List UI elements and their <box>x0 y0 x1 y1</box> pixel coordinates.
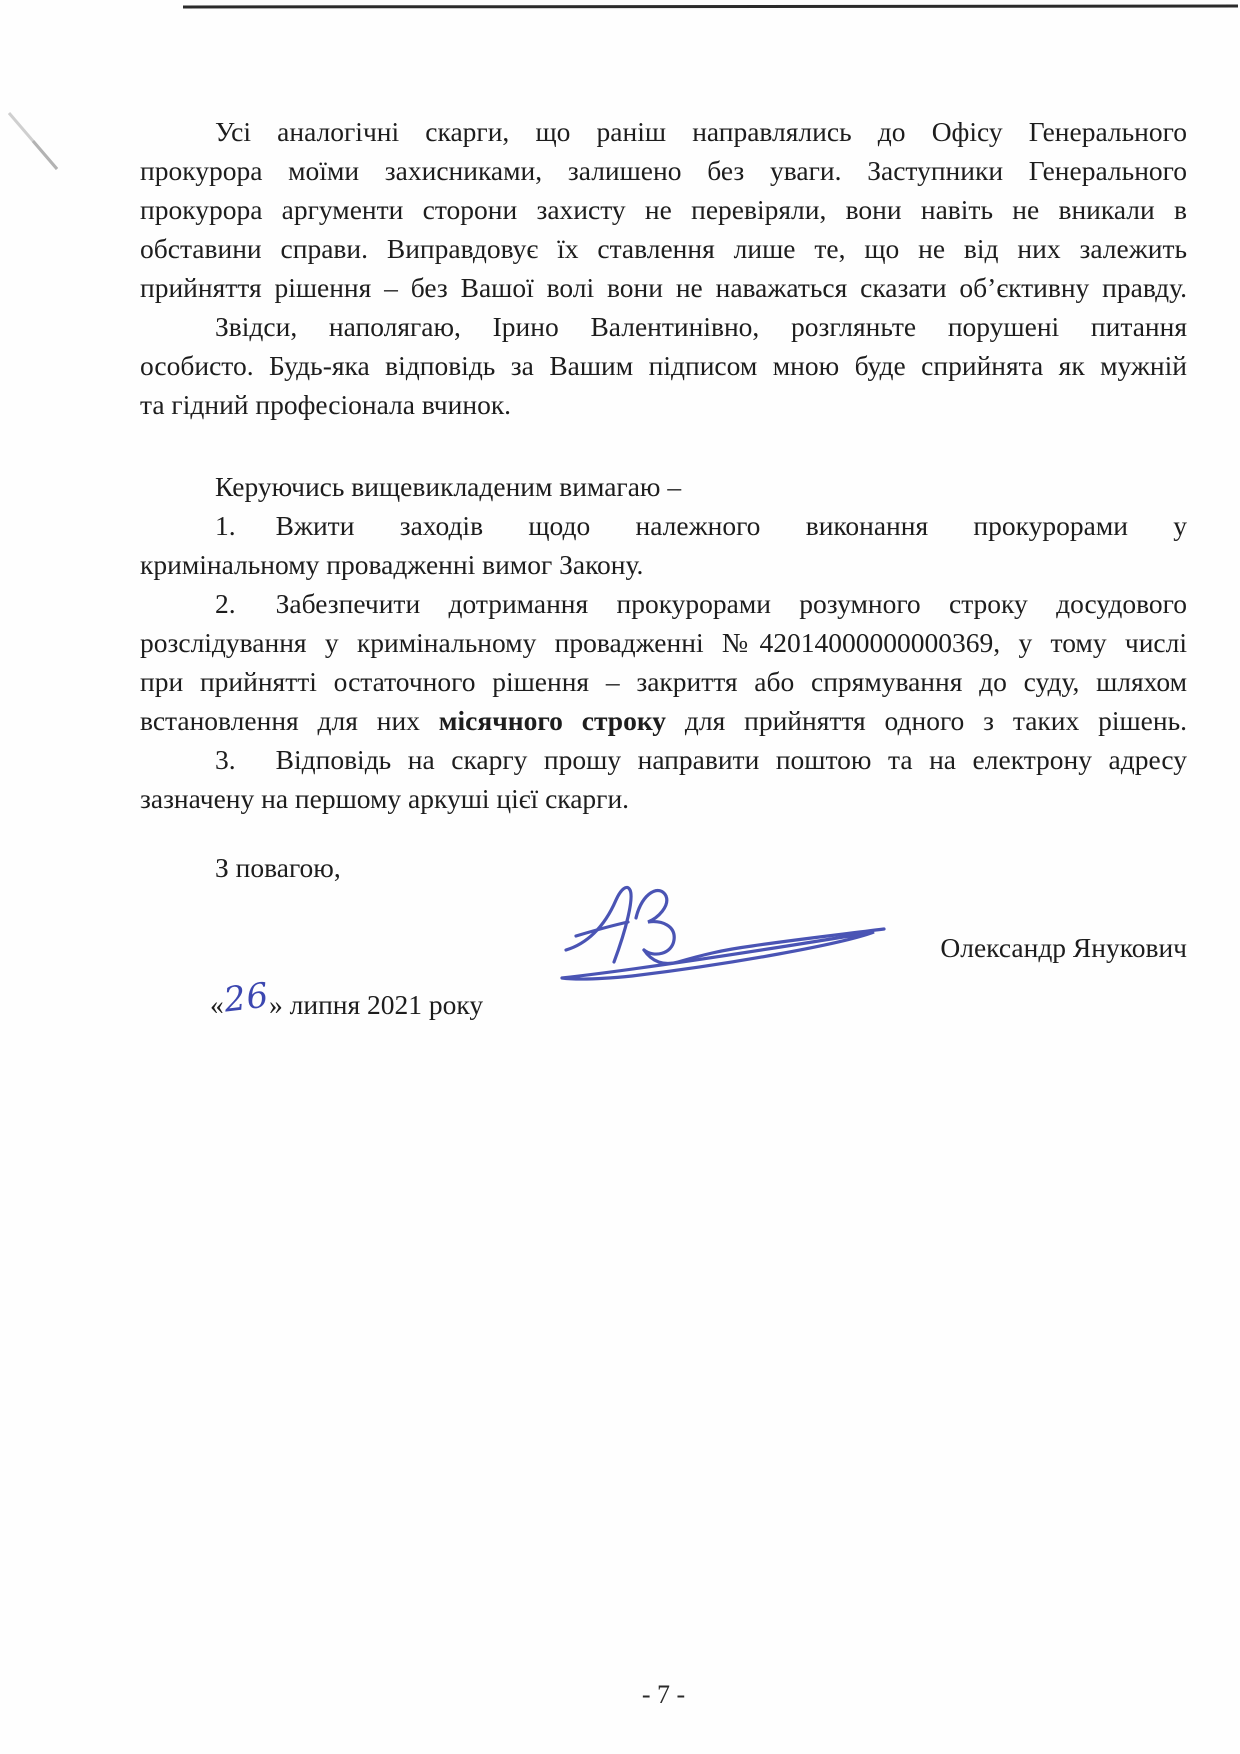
text-line: прийняття рішення – без Вашої волі вони не наважаться сказати об’єктивну правду. <box>140 272 1187 303</box>
text-line: розслідування у кримінальному провадженні №42014000000000369, у тому числі <box>140 627 1187 658</box>
text-line: 3. Відповідь на скаргу прошу направити поштою та на електрону адресу <box>215 744 1187 775</box>
text-line: 1. Вжити заходів щодо належного виконання прокурорами у <box>215 510 1187 541</box>
text-line: зазначену на першому аркуші цієї скарги. <box>140 783 630 814</box>
text-line: обставини справи. Виправдовує їх ставлення лише те, що не від них залежить <box>140 233 1187 264</box>
scan-crease-mark <box>9 113 57 169</box>
text-line: при прийнятті остаточного рішення – закриття або спрямування до суду, шляхом <box>140 666 1187 697</box>
text-line: особисто. Будь-яка відповідь за Вашим підписом мною буде сприйнята як мужній <box>140 350 1187 381</box>
handwritten-day: 26 <box>221 975 272 1021</box>
text-line: кримінальному провадженні вимог Закону. <box>140 549 644 580</box>
scan-crease-mark-dark <box>33 141 57 169</box>
page-number: - 7 - <box>641 1680 686 1709</box>
text-line: встановлення для них місячного строку для прийняття одного з таких рішень. <box>140 705 1187 736</box>
text-line: 2. Забезпечити дотримання прокурорами розумного строку досудового <box>215 588 1187 619</box>
handwritten-signature-icon <box>552 878 897 996</box>
text-line: Звідси, наполягаю, Ірино Валентинівно, розгляньте порушені питання <box>215 311 1187 342</box>
scan-top-edge-line <box>183 6 1238 7</box>
text-line: Усі аналогічні скарги, що раніш направлялись до Офісу Генерального <box>215 116 1187 147</box>
text-line: З повагою, <box>215 852 341 883</box>
date-line <box>210 975 484 1024</box>
text-line: прокурора аргументи сторони захисту не перевіряли, вони навіть не вникали в <box>140 194 1187 225</box>
signatory-name: Олександр Янукович <box>940 932 1187 963</box>
date-rest: » липня 2021 року <box>269 989 484 1020</box>
text-line: та гідний професіонала вчинок. <box>140 389 512 420</box>
text-line: Керуючись вищевикладеним вимагаю – <box>215 471 682 502</box>
text-line: прокурора моїми захисниками, залишено без уваги. Заступники Генерального <box>140 155 1187 186</box>
letter-body <box>140 112 1187 887</box>
date-open-quote: « <box>210 989 224 1020</box>
